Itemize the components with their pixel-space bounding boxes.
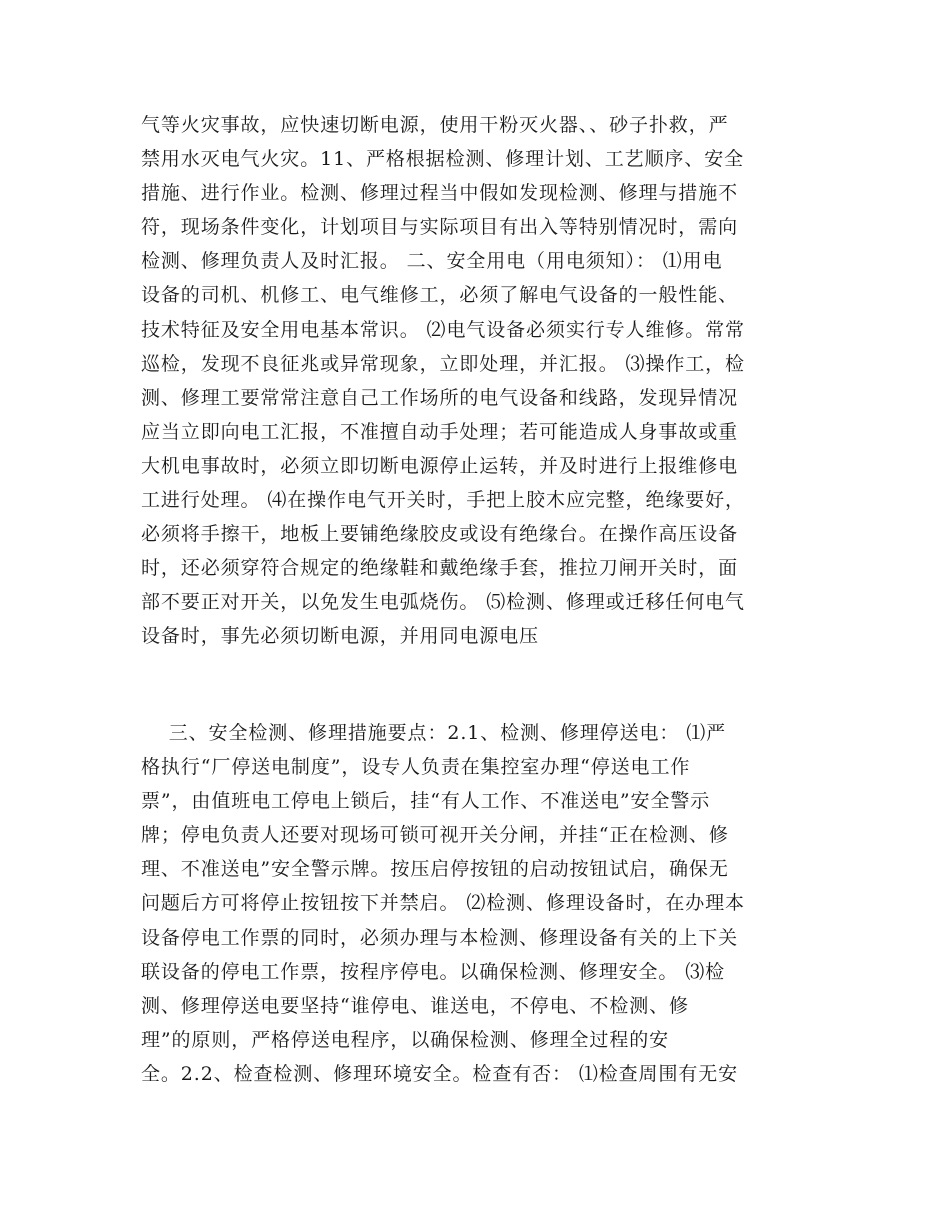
text-line: 大机电事故时，必须立即切断电源停止运转，并及时进行上报维修电 (141, 454, 739, 477)
text-line: 工进行处理。 ⑷在操作电气开关时，手把上胶木应完整，绝缘要好， (141, 489, 745, 512)
text-line: 时，还必须穿符合规定的绝缘鞋和戴绝缘手套，推拉刀闸开关时，面 (141, 557, 739, 580)
text-line: 禁用水灭电气火灾。11、严格根据检测、修理计划、工艺顺序、安全 (141, 148, 745, 171)
text-line: 测、修理停送电要坚持“谁停电、谁送电，不停电、不检测、修 (141, 994, 689, 1017)
text-line: 巡检，发现不良征兆或异常现象，立即处理，并汇报。 ⑶操作工，检 (141, 352, 745, 375)
text-line: 全。2.2、检查检测、修理环境安全。检查有否： ⑴检查周围有无安 (141, 1062, 739, 1085)
text-line: 设备的司机、机修工、电气维修工，必须了解电气设备的一般性能、 (141, 284, 739, 307)
text-line: 符，现场条件变化，计划项目与实际项目有出入等特别情况时，需向 (141, 216, 739, 239)
text-line: 问题后方可将停止按钮按下并禁启。 ⑵检测、修理设备时，在办理本 (141, 892, 745, 915)
paragraph-electrical-safety (141, 108, 811, 654)
text-line: 气等火灾事故，应快速切断电源，使用干粉灭火器、、砂子扑救，严 (141, 114, 729, 136)
text-line: 技术特征及安全用电基本常识。 ⑵电气设备必须实行专人维修。常常 (141, 318, 745, 341)
text-line: 措施、进行作业。检测、修理过程当中假如发现检测、修理与措施不 (141, 182, 739, 205)
text-line: 理、不准送电”安全警示牌。按压启停按钮的启动按钮试启，确保无 (141, 858, 729, 881)
text-line: 联设备的停电工作票，按程序停电。以确保检测、修理安全。 ⑶检 (141, 960, 726, 983)
text-line: 设备停电工作票的同时，必须办理与本检测、修理设备有关的上下关 (141, 926, 739, 949)
text-line: 三、安全检测、修理措施要点：2.1、检测、修理停送电： ⑴严 (141, 722, 727, 744)
paragraph-maintenance-measures (141, 716, 811, 1091)
text-line: 必须将手擦干，地板上要铺绝缘胶皮或设有绝缘台。在操作高压设备 (141, 523, 739, 546)
text-line: 检测、修理负责人及时汇报。 二、安全用电（用电须知）： ⑴用电 (141, 250, 723, 273)
text-line: 应当立即向电工汇报，不准擅自动手处理；若可能造成人身事故或重 (141, 420, 739, 443)
text-line: 部不要正对开关，以免发生电弧烧伤。 ⑸检测、修理或迁移任何电气 (141, 591, 745, 614)
text-line: 设备时，事先必须切断电源，并用同电源电压 (141, 625, 540, 648)
text-line: 格执行“厂停送电制度”，设专人负责在集控室办理“停送电工作 (141, 756, 691, 779)
text-line: 测、修理工要常常注意自己工作场所的电气设备和线路，发现异情况 (141, 386, 739, 409)
text-line: 牌；停电负责人还要对现场可锁可视开关分闸，并挂“正在检测、修 (141, 824, 729, 847)
text-line: 理”的原则，严格停送电程序，以确保检测、修理全过程的安 (141, 1028, 670, 1051)
text-line: 票”，由值班电工停电上锁后，挂“有人工作、不准送电”安全警示 (141, 790, 711, 813)
